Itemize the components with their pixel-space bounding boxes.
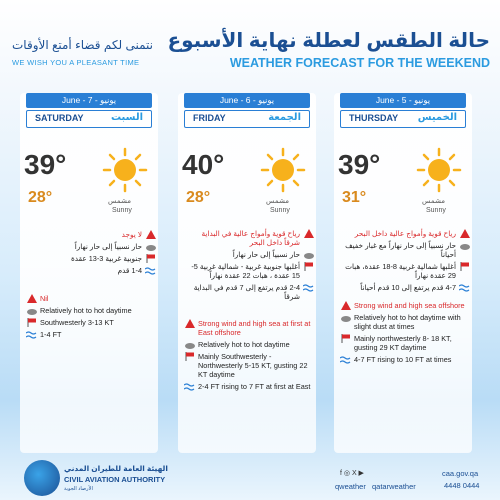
- sea-text-en: 4-7 FT rising to 10 FT at times: [354, 355, 452, 364]
- sky-en: Sunny: [270, 207, 290, 214]
- footer: [0, 455, 500, 500]
- warning-text-en: Nil: [40, 294, 49, 303]
- temp-min: 28°: [186, 189, 211, 206]
- wave-icon: [145, 266, 156, 275]
- english-details: [26, 294, 156, 342]
- cloud-sun-icon: [184, 340, 195, 349]
- temp-max: 39°: [24, 149, 67, 180]
- sky-text-ar: حار نسبياً إلى حار نهاراً: [232, 250, 300, 259]
- handle-qweather[interactable]: qweather: [335, 482, 366, 491]
- day-en: FRIDAY: [193, 113, 226, 123]
- warning-icon: [303, 229, 314, 238]
- cloud-sun-icon: [340, 313, 351, 322]
- cloud-sun-icon: [459, 241, 470, 250]
- day-ar: الخميس: [417, 112, 457, 123]
- warning-icon: [184, 319, 195, 328]
- sky-text-ar: حار نسبياً إلى حار نهاراً: [74, 242, 142, 251]
- wind-text-ar: أغلبها شمالية غربية 8-18 عقدة، هبات 29 عقدة نهاراً: [345, 262, 456, 280]
- cloud-sun-icon: [26, 306, 37, 315]
- wish-english: WE WISH YOU A PLEASANT TIME: [12, 58, 140, 67]
- sea-text-en: 1-4 FT: [40, 330, 62, 339]
- caa-name-ar: الهيئة العامة للطيران المدني: [64, 464, 168, 473]
- wave-icon: [459, 283, 470, 292]
- wave-icon: [340, 355, 351, 364]
- sky-text-en: Relatively hot to hot daytime: [198, 340, 290, 349]
- wind-flag-icon: [145, 254, 156, 263]
- sun-icon: [260, 147, 306, 193]
- wind-text-en: Southwesterly 3-13 KT: [40, 318, 114, 327]
- warning-icon: [26, 294, 37, 303]
- wave-icon: [303, 283, 314, 292]
- wind-flag-icon: [303, 262, 314, 271]
- sea-text-en: 2-4 FT rising to 7 FT at first at East: [198, 382, 311, 391]
- arabic-details: [26, 230, 156, 278]
- cloud-sun-icon: [303, 250, 314, 259]
- sky-ar: مشمس: [266, 198, 289, 205]
- day-en: THURSDAY: [349, 113, 399, 123]
- english-details: [184, 319, 314, 394]
- sea-text-ar: 2-4 قدم يرتفع إلى 7 قدم في البداية شرقاً: [193, 283, 300, 301]
- cloud-sun-icon: [145, 242, 156, 251]
- day-card-thursday: [334, 93, 484, 453]
- warning-icon: [340, 301, 351, 310]
- wind-flag-icon: [340, 334, 351, 343]
- wind-text-ar: جنوبية غربية 3-13 عقدة: [70, 254, 142, 263]
- caa-subtitle: الأرصاد الجوية: [64, 486, 93, 492]
- day-ar: الجمعة: [268, 112, 301, 123]
- wind-text-en: Mainly Southwesterly - Northwesterly 5-15 KT, gusting 22 KT daytime: [198, 352, 308, 379]
- english-details: [340, 301, 470, 367]
- wind-flag-icon: [184, 352, 195, 361]
- warning-icon: [459, 229, 470, 238]
- sun-icon: [416, 147, 462, 193]
- day-label: [184, 110, 310, 128]
- title-arabic: حالة الطقس لعطلة نهاية الأسبوع: [167, 30, 490, 52]
- day-label: [340, 110, 466, 128]
- warning-text-ar: لا يوجد: [121, 230, 142, 239]
- temp-max: 40°: [182, 149, 225, 180]
- sky-text-en: Relatively hot to hot daytime with slight dust at times: [354, 313, 461, 331]
- handle-qatarweather[interactable]: qatarweather: [372, 482, 416, 491]
- day-label: [26, 110, 152, 128]
- warning-text-en: Strong wind and high sea offshore: [354, 301, 465, 310]
- header: [0, 18, 500, 78]
- sun-icon: [102, 147, 148, 193]
- sea-text-ar: 4-7 قدم يرتفع إلى 10 قدم أحياناً: [360, 283, 456, 292]
- date-tab: June - 6 - يونيو: [184, 93, 310, 108]
- wave-icon: [184, 382, 195, 391]
- wind-flag-icon: [459, 262, 470, 271]
- social-icons[interactable]: f ◎ X ▶: [340, 470, 364, 477]
- caa-name-en: CIVIL AVIATION AUTHORITY: [64, 475, 166, 484]
- temp-min: 31°: [342, 189, 367, 206]
- sky-en: Sunny: [112, 207, 132, 214]
- day-en: SATURDAY: [35, 113, 84, 123]
- date-tab: June - 5 - يونيو: [340, 93, 466, 108]
- sea-text-ar: 1-4 قدم: [117, 266, 142, 275]
- date-tab: June - 7 - يونيو: [26, 93, 152, 108]
- sky-text-ar: حار نسبياً إلى حار نهاراً مع غبار خفيف أحياناً: [345, 241, 456, 259]
- wind-text-ar: أغلبها جنوبية غربية - شمالية غربية 5-15 عقدة ، هبات 22 عقدة نهاراً: [191, 262, 300, 280]
- arabic-details: [184, 229, 314, 304]
- day-card-friday: [178, 93, 328, 453]
- warning-text-en: Strong wind and high sea at first at East offshore: [198, 319, 311, 337]
- wind-flag-icon: [26, 318, 37, 327]
- sky-ar: مشمس: [108, 198, 131, 205]
- title-english: WEATHER FORECAST FOR THE WEEKEND: [229, 56, 490, 70]
- day-card-saturday: [20, 93, 170, 453]
- wave-icon: [26, 330, 37, 339]
- website-link[interactable]: caa.gov.qa: [442, 469, 479, 478]
- sky-en: Sunny: [426, 207, 446, 214]
- warning-icon: [145, 230, 156, 239]
- temp-max: 39°: [338, 149, 381, 180]
- wind-text-en: Mainly northwesterly 8- 18 KT, gusting 29 KT daytime: [354, 334, 452, 352]
- warning-text-ar: رياح قوية وأمواج عالية داخل البحر: [354, 229, 456, 238]
- temp-min: 28°: [28, 189, 53, 206]
- caa-logo-icon: [24, 460, 60, 496]
- warning-text-ar: رياح قوية وأمواج عالية في البداية شرقاً داخل البحر: [201, 229, 300, 247]
- sky-text-en: Relatively hot to hot daytime: [40, 306, 132, 315]
- wish-arabic: نتمنى لكم قضاء أمتع الأوقات: [12, 38, 153, 52]
- sky-ar: مشمس: [422, 198, 445, 205]
- phone-number: 4448 0444: [444, 481, 480, 490]
- day-ar: السبت: [110, 112, 143, 123]
- arabic-details: [340, 229, 470, 295]
